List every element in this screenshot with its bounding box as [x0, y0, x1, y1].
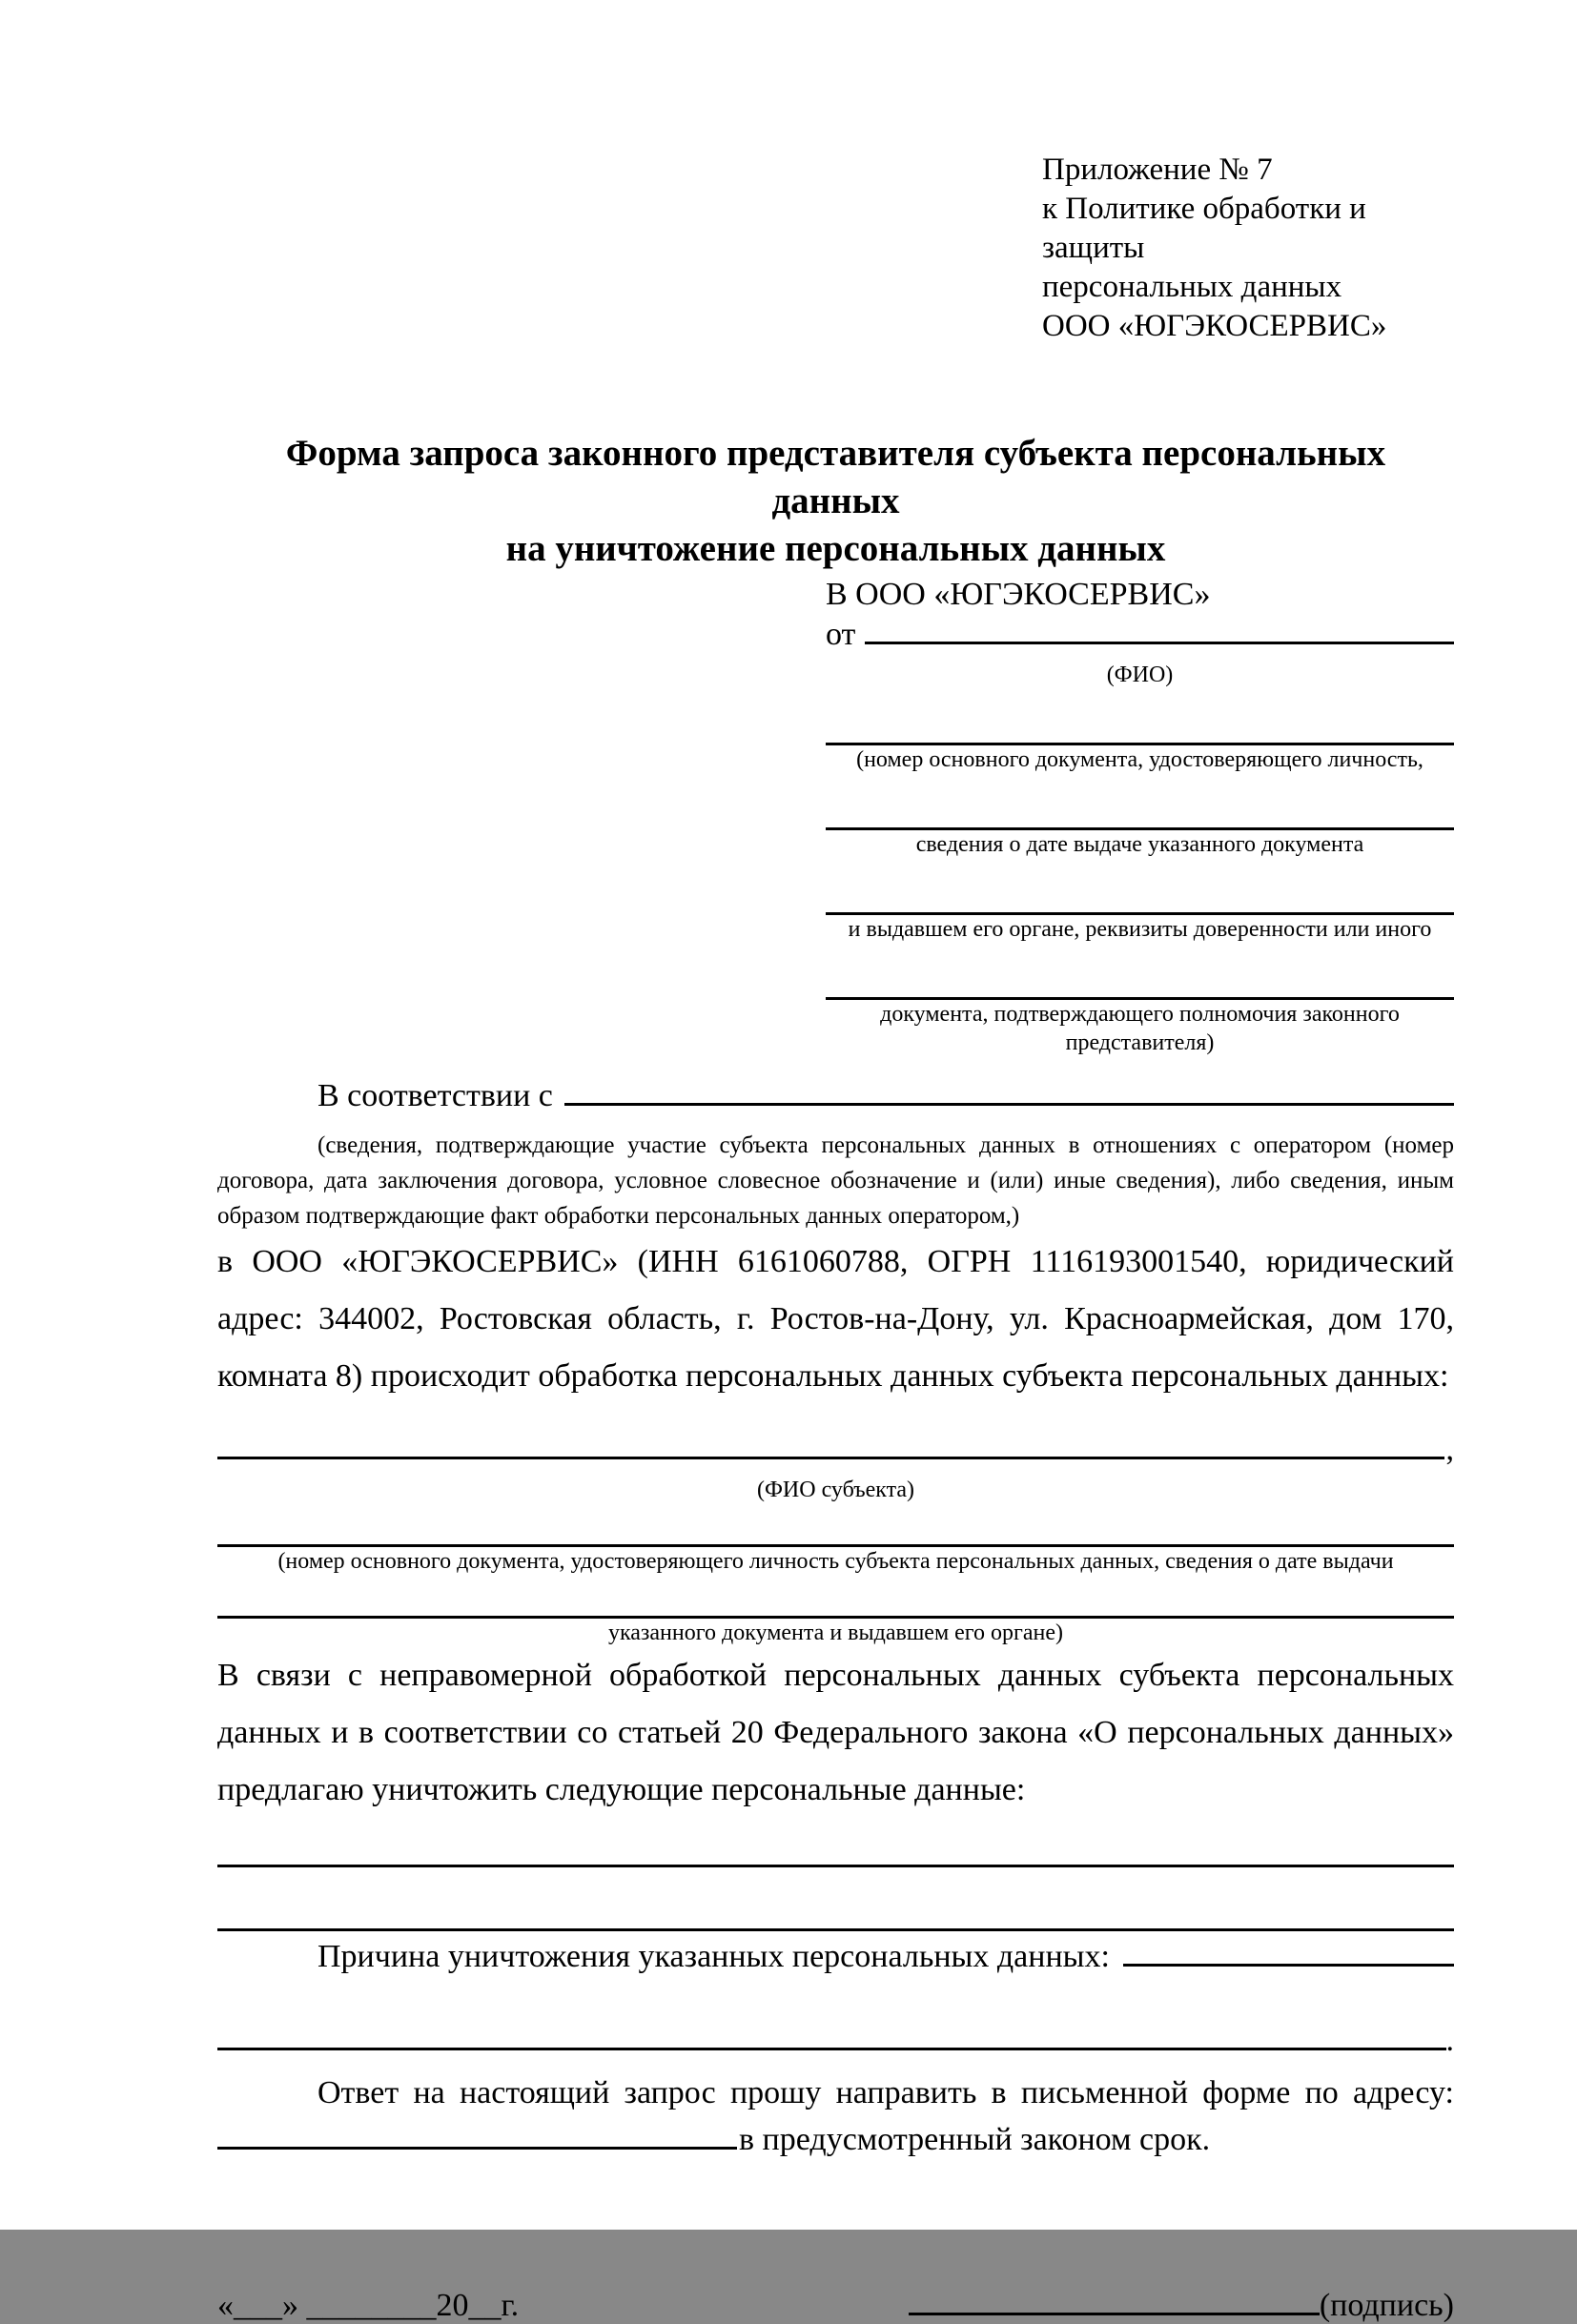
address-field-row: [217, 2122, 1454, 2175]
accordance-caption: (сведения, подтверждающие участие субъекта персональных данных в отношениях с оператором (номер договора, дата заключения договора, условное словесное обозначение и (или) иные сведения), либо сведения, иным образом подтверждающие факт обработки персональных данных оператором,): [217, 1132, 1454, 1229]
addressee-company: В ООО «ЮГЭКОСЕРВИС»: [826, 577, 1211, 612]
accordance-field-row: [217, 1078, 1454, 1128]
appendix-header-block: [1042, 151, 1454, 346]
fio-caption: (ФИО): [1106, 663, 1174, 687]
appendix-company: ООО «ЮГЭКОСЕРВИС»: [1042, 309, 1387, 343]
from-label: от: [826, 617, 856, 652]
subject-doc-caption1: (номер основного документа, удостоверяющего личность субъекта персональных данных, сведения о дате выдачи: [277, 1549, 1394, 1574]
page-title-line2: на уничтожение персональных данных: [505, 528, 1166, 569]
data-list-write-in-line2: [217, 1928, 1454, 1931]
accordance-write-in-line: [564, 1103, 1454, 1106]
signature-write-in-line: [909, 2313, 1320, 2315]
issuer-caption: и выдавшем его органе, реквизиты доверенности или иного: [848, 917, 1432, 942]
comma-text: ,: [1445, 1432, 1454, 1467]
subject-fio-row: [217, 1432, 1454, 1476]
answer-tail-text: в предусмотренный законом срок.: [739, 2122, 1211, 2157]
addressee-block: [826, 573, 1454, 1057]
signature-group: [909, 2288, 1454, 2324]
appendix-policy-line: к Политике обработки и защиты: [1042, 192, 1366, 265]
reason-continuation-row: [217, 2023, 1454, 2063]
authority-caption: документа, подтверждающего полномочия законного представителя): [880, 1002, 1400, 1055]
page-title-line1: Форма запроса законного представителя субъекта персональных данных: [285, 433, 1386, 521]
subject-fio-write-in-line: [217, 1457, 1444, 1459]
answer-paragraph: Ответ на настоящий запрос прошу направить в письменной форме по адресу:: [317, 2075, 1454, 2110]
operator-paragraph: в ООО «ЮГЭКОСЕРВИС» (ИНН 6161060788, ОГРН 1116193001540, юридический адрес: 344002, Ростовская область, г. Ростов-на-Дону, ул. Красноармейская, дом 170, комната 8) происходит обработка персональных данных субъекта персональных данных:: [217, 1244, 1454, 1394]
appendix-policy-line2: персональных данных: [1042, 270, 1342, 304]
reason-write-in-line2: [217, 2048, 1446, 2050]
address-write-in-line: [217, 2147, 737, 2150]
issue-date-caption: сведения о дате выдаче указанного документа: [915, 832, 1364, 857]
appendix-number: Приложение № 7: [1042, 153, 1273, 187]
from-field-row: [826, 617, 1454, 661]
doc-number-caption: (номер основного документа, удостоверяющего личность,: [856, 747, 1423, 772]
signature-caption: (подпись): [1319, 2288, 1454, 2323]
subject-doc-caption2: указанного документа и выдавшем его органе): [607, 1621, 1064, 1645]
page-title: [217, 430, 1454, 573]
reason-label: Причина уничтожения указанных персональных данных:: [317, 1939, 1110, 1974]
period-text: .: [1445, 2023, 1454, 2058]
date-field: «___» ________20__г.: [217, 2288, 520, 2323]
reason-write-in-line: [1123, 1964, 1454, 1967]
accordance-label: В соответствии с: [317, 1078, 553, 1113]
reason-field-row: [217, 1939, 1454, 1990]
date-signature-row: [217, 2288, 1454, 2324]
document-body: [217, 1078, 1454, 2324]
subject-fio-caption: (ФИО субъекта): [756, 1478, 915, 1502]
from-write-in-line: [865, 642, 1454, 644]
data-list-write-in-line1: [217, 1865, 1454, 1867]
request-paragraph: В связи с неправомерной обработкой персональных данных субъекта персональных данных и в соответствии со статьей 20 Федерального закона «О персональных данных» предлагаю уничтожить следующие персональные данные:: [217, 1658, 1454, 1807]
